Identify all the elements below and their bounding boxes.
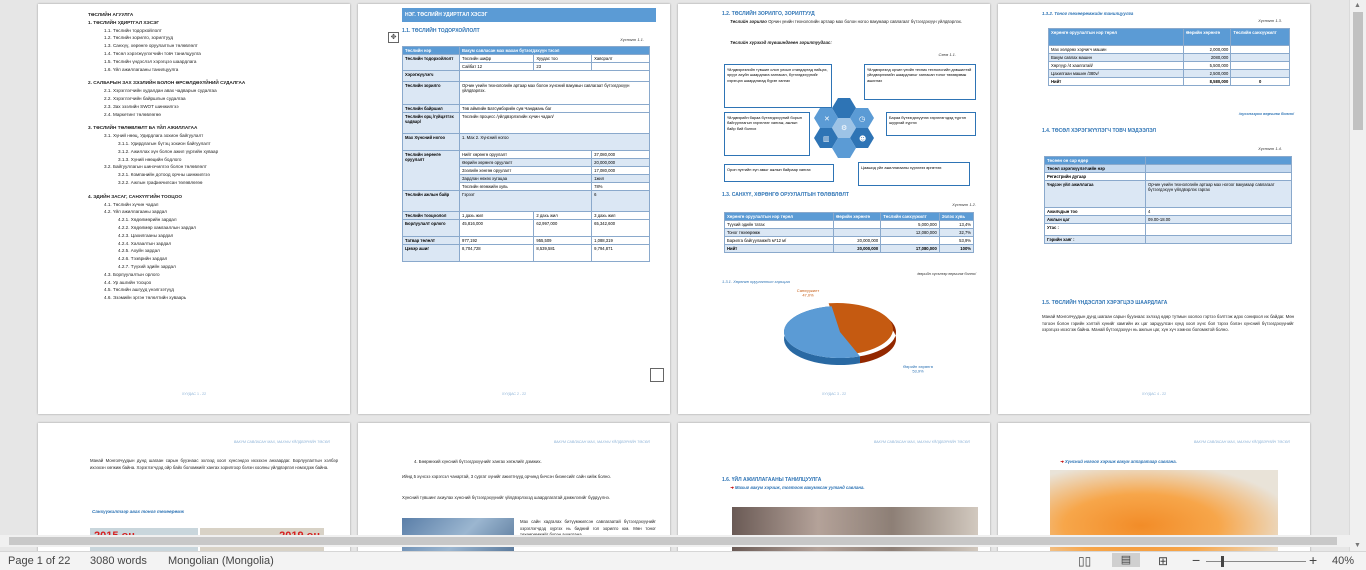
section-heading: 1.4. ТӨСӨЛ ХЭРЭГЖҮҮЛЭГЧ ТОВЧ МЭДЭЭЛЭЛ	[1042, 128, 1157, 134]
cell: 8,704,728	[460, 245, 534, 262]
cell: 2 дахь жил	[534, 212, 592, 220]
cell	[1231, 70, 1290, 78]
move-handle-icon[interactable]: ✥	[388, 32, 399, 43]
toc-item[interactable]: 4.2.7. Түүхий эдийн зардал	[118, 264, 176, 269]
page-1[interactable]	[38, 4, 350, 414]
cell: 37,080,000	[592, 151, 650, 159]
toc-item[interactable]: 1.3. Санхүү, хөрөнгө оруулалтын төлөвлөлт	[104, 43, 198, 49]
bullet-line	[1060, 459, 1177, 465]
goals-hexagon-graphic	[814, 96, 886, 158]
toc-item[interactable]: 2.4. Маркетинг төлөвлөгөө	[104, 111, 161, 117]
chart-icon: ▥	[823, 135, 830, 143]
toc-item[interactable]: 1.4. Төсөл хэрэгжүүлэгчийн товч танилцуулга	[104, 51, 201, 56]
cell: 1 дахь жил	[460, 212, 534, 220]
cell: Гэрийн хаяг :	[1045, 236, 1146, 244]
cell	[1146, 224, 1292, 236]
body-paragraph: Ийнд 5 хүнсээ хэрэгсэл чанартай, 3 сургат хүнийг ажилтнууд орчинд бичсэн бизнесийг сайн хийж болно.	[402, 474, 612, 479]
scrollbar-thumb[interactable]	[9, 537, 1337, 545]
read-mode-icon[interactable]: ▯▯	[1078, 554, 1092, 568]
cell: Нийт	[1049, 78, 1184, 86]
toc-item[interactable]: 2.3. Зах зээлийн SWOT шинжилгээ	[104, 103, 179, 109]
toc-item[interactable]: 3.2.2. Ажлын графикчилсан төлөвлөгөө	[118, 180, 203, 185]
language-indicator[interactable]: Mongolian (Mongolia)	[168, 555, 274, 567]
cell: 6	[592, 191, 650, 212]
zoom-level[interactable]: 40%	[1332, 555, 1355, 567]
toc-item[interactable]: 4.5. Төслийн ашгууд үнэлгээтүүд	[104, 287, 174, 293]
cell: 0	[1231, 78, 1290, 86]
row-label: Хэрэгжүүлэгч	[403, 71, 460, 82]
zoom-in-button[interactable]: +	[1309, 552, 1318, 568]
cell	[834, 221, 881, 229]
row-label: Төслийн тодорхойлолт	[403, 55, 460, 71]
cell	[1231, 46, 1290, 54]
goal-text: Орчин үеийн технологийн артаар мах болон ногоо вакумаар савлагаат бүтээгдэхүүн үйлдвэрлэх.	[768, 19, 963, 24]
goal-box-6: Цаашид үйл ажиллагааны хүрээгээ өргөтгөх	[858, 162, 970, 186]
page-5[interactable]	[38, 423, 350, 551]
cell: 09.00-18.00	[1146, 216, 1292, 224]
table-header-cell: Вакум савласан мах махан бүтээгдэхүүн тэсэл	[460, 47, 650, 55]
cell: 9,794,871	[592, 245, 650, 262]
expected-heading: Төслийн хүрэхэд түвшиндгөөн зорилтуудаас:	[730, 40, 832, 45]
equipment-table	[1048, 28, 1290, 86]
cell	[834, 229, 881, 237]
section-heading: 1.3. САНХҮҮ, ХӨРӨНГӨ ОРУУЛАЛТЫН ТӨЛӨВЛӨЛТ	[722, 192, 849, 198]
goal-label: Төслийн зорилго	[730, 19, 767, 24]
table-header-cell: Өөрийн хөрөнгө	[834, 213, 881, 221]
tools-icon: ✕	[824, 115, 830, 123]
toc-item[interactable]: ТӨСЛИЙН АГУУЛГА	[88, 12, 134, 17]
table-header-cell: Өөрийн хөрөнгө	[1184, 29, 1231, 46]
goal-box-3: Үйлдвэрийн бараа бүтээгдэхүүний борын байгууллагын хэрэглээг хангаж, ажлын байр бий болгох	[724, 112, 810, 156]
page-footer: ХУУДАС 1 - 22	[181, 392, 207, 396]
toc-item[interactable]: 1.1. Төслийн тодорхойлолт	[104, 27, 162, 33]
row-label: Төслийн орц /гүйцэтгэх чадвар/	[403, 113, 460, 134]
cell: Хөргүүр /4 хаалгатай/	[1049, 62, 1184, 70]
row-label: Татвар төлөлт	[403, 237, 460, 245]
goal-paragraph	[730, 19, 976, 26]
goal-box-2: Үйлдвэрлэлд орчин үеийн техник технологийн дэвшилтэй үйлдвэрлэлийн шаардлагыг хангасан тоног төхөөрөмж ашиглах	[864, 64, 976, 100]
investment-pie-chart	[768, 286, 968, 378]
toc-item[interactable]: 1.2. Төслийн зорилго, зорилтууд	[104, 35, 174, 41]
cell: 62,997,000	[534, 220, 592, 237]
page-4[interactable]	[998, 4, 1310, 414]
cell: 13,4%	[939, 221, 973, 229]
table-label: Хүснэгт 1.3.	[1258, 18, 1282, 23]
page-2[interactable]	[358, 4, 670, 414]
toc-item[interactable]: 4.2.6. Тээврийн зардал	[118, 256, 168, 262]
project-description-table	[402, 46, 650, 262]
company-info-table	[1044, 156, 1292, 244]
section-heading: 1.2. ТӨСЛИЙН ЗОРИЛГО, ЗОРИЛТУУД	[722, 11, 815, 17]
cell: 2,500,000	[1184, 70, 1231, 78]
cell: 17,080,000	[592, 167, 650, 175]
toc-item[interactable]: 2.1. Хэрэглэгчийн худалдан авах чадварын судалгаа	[104, 88, 217, 94]
cell: 1,088,319	[592, 237, 650, 245]
web-layout-icon[interactable]: ⊞	[1158, 554, 1169, 568]
toc-item[interactable]: 4.2.3. Цахилгааны зардал	[118, 232, 174, 238]
side-paragraph: Мах сайн хадгалах битүүмжилсэн савлагаатай бүтээгдэхүүнийг хэрэглэгчдэд хүргэх нь бидний гол зорилго юм. Мөн тоног	[520, 519, 656, 531]
cell: Орчин үеийн технологийн артаар мах болон хүнсний вакумын савлагаат бүтээгдэхүүн үйлдвэрлэх.	[460, 82, 650, 105]
cell: Өөрийн хөрөнгө оруулалт	[460, 159, 592, 167]
toc-item[interactable]: 4.2.5. Ахуйн зардал	[118, 248, 160, 254]
cell: Түүхий эдийн татах	[725, 221, 834, 229]
row-label: Төслийн зорилго	[403, 82, 460, 105]
row-label: Төслийн байршил	[403, 105, 460, 113]
bullet-text: Хүнсний ногоог хэрчиж вакум аппаратаар савлана.	[1064, 459, 1177, 464]
chart-heading: 1.3.1. Хөрөнгө оруулалтын харьцаа	[722, 279, 790, 284]
row-label: Төслийн ажлын байр	[403, 191, 460, 212]
page-8[interactable]	[998, 423, 1310, 551]
cell: 23	[534, 63, 592, 71]
goal-box-1: Үйлдвэрлэлийн түвшин олон улсын стандартад нийцэх, эрүүл ахуйн шаардлага хангасан, бүтээгдэхүүнийг хэрэгцээ шаардлагад бүрэн хангах	[724, 64, 832, 108]
toc-item[interactable]: 4.2.4. Халаалтын зардал	[118, 240, 172, 246]
cell: 977,192	[460, 237, 534, 245]
scroll-down-icon[interactable]: ▼	[1354, 542, 1361, 549]
cell: Нийт хөрөнгө оруулалт	[460, 151, 592, 159]
word-count[interactable]: 3080 words	[90, 555, 147, 567]
numbered-item: 4. Бөөрөнхий хүнсний бүтээгдэхүүнийг хангах хөгжлийг дэмжих.	[414, 459, 542, 464]
gear-icon: ⚙	[841, 124, 848, 132]
scrollbar-thumb[interactable]	[1353, 12, 1363, 130]
cell: 4	[1146, 208, 1292, 216]
section-heading: 1.6. ҮЙЛ АЖИЛЛАГААНЫ ТАНИЛЦУУЛГА	[722, 477, 822, 483]
cell: 32,7%	[939, 229, 973, 237]
cell: Тоног төхөөрөмж	[725, 229, 834, 237]
toc-item[interactable]: 4.4. Ур ашгийн тооцоо	[104, 279, 152, 285]
bullet-text: Махыг вакум хэрчиж, тогтоож вакумжсан уутанд савлана.	[734, 485, 865, 490]
pie-data-label: Санхүүжилт 47,0%	[796, 288, 820, 298]
toc-item[interactable]: 3.2. Байгууллагын шинэчилгээ болон төлөвлөлт	[104, 164, 207, 170]
goal-box-4: Бараа бүтээгдэхүүнээ хэрэглэгчдэд түргэн шуурхай хүргэх	[886, 112, 976, 136]
cell: Төслийн өгөөжийн хувь	[460, 183, 592, 191]
table-note: /өөрийн хүсэлээр өөрчилж болно/	[917, 272, 976, 276]
table-header-cell: Төслийн санхүүжилт	[881, 213, 940, 221]
cell	[1146, 165, 1292, 173]
cell	[1231, 54, 1290, 62]
toc-item[interactable]: 4.3. Борлуулалтын орлого	[104, 271, 160, 277]
cell: 955,509	[534, 237, 592, 245]
toc-item[interactable]: 1.6. Үйл ажиллагааны танилцуулга	[104, 66, 179, 72]
row-label: Мах Хүнсний ногоо	[403, 134, 460, 151]
cell: 53,9%	[939, 237, 973, 245]
cell: 1жил	[592, 175, 650, 183]
toc-item[interactable]: 3.1.2. Ажиллах хүн болон ажил үүргийн хуваар	[118, 148, 219, 154]
subsection-heading: 1.3.2. Тоног төхөөрөмжийн танилцуулга	[1042, 11, 1134, 16]
toc-item[interactable]: 3.1.3. Хүний нөөцийн бодлого	[118, 156, 182, 162]
page-header: ВАКУМ САВЛАСАН МАХ, МАХНЫ ҮЙЛДВЭРИЙН ТӨСӨЛ	[553, 440, 650, 444]
bullet-line	[730, 485, 865, 491]
toc-item[interactable]: 3. ТӨСЛИЙН ТӨЛӨВЛӨЛТ БА ҮЙЛ АЖИЛЛАГАА	[88, 125, 198, 131]
page-footer: ХУУДАС 3 - 22	[821, 392, 847, 396]
cell: 1. Мах 2. Хүнсний ногоо	[460, 134, 650, 151]
cell	[881, 237, 940, 245]
table-resize-handle[interactable]	[650, 368, 664, 382]
cell	[1146, 157, 1292, 165]
page-footer: ХУУДАС 2 - 22	[501, 392, 527, 396]
cell: 8,539,581	[534, 245, 592, 262]
section-heading: 1.5. ТӨСЛИЙН ҮНДЭСЛЭЛ ХЭРЭГЦЭЭ ШААРДЛАГА	[1042, 300, 1168, 306]
cell	[1231, 62, 1290, 70]
vertical-scrollbar[interactable]	[1349, 0, 1366, 551]
cell: 20,000,000	[834, 237, 881, 245]
cell: Үндсэн үйл ажиллагаа	[1045, 181, 1146, 208]
toc-item[interactable]: 3.1. Хүний нөөц, Удирдлага зохион байгуулалт	[104, 133, 204, 139]
cell: 78%	[592, 183, 650, 191]
cell: Барилга байгууламж/5 м*12 м/	[725, 237, 834, 245]
table-label: Хүснэгт 1.1.	[620, 37, 644, 42]
cell: Сайбат 12	[460, 63, 534, 71]
page-count[interactable]: Page 1 of 22	[8, 555, 71, 567]
cell	[592, 63, 650, 71]
horizontal-scrollbar[interactable]	[0, 535, 1350, 547]
cell: Вакум савлах машин	[1049, 54, 1184, 62]
subtitle: Санхүүжилтээр авах тоног төхөөрөмж	[92, 509, 184, 514]
cell: Орчин үеийн технологийн артаар мах ногоог вакумаар савлагаат бүтээгдэхүүн үйлдвэрлэх гаргах	[1146, 181, 1292, 208]
goal-box-5: Орон нутгийн хүн амыг ажлын байраар хангах	[724, 164, 834, 182]
cell: Утас :	[1045, 224, 1146, 236]
cell	[460, 71, 650, 82]
toc-item[interactable]: 2. САЛБАРЫН ЗАХ ЗЭЭЛИЙН БОЛОН ӨРСӨЛДӨХҮЙНИЙ СУДАЛГАА	[88, 80, 246, 86]
cell: Регистрийн дугаар	[1045, 173, 1146, 181]
cell	[1146, 236, 1292, 244]
scroll-up-icon[interactable]: ▲	[1354, 2, 1361, 9]
cell: 12,080,000	[881, 229, 940, 237]
cell: Хавсралт	[592, 55, 650, 63]
pie-data-label: Өөрийн хөрөнгө 53,9%	[903, 364, 933, 374]
rationale-paragraph: Манай Монголчуудын дунд шагаан сарын буузнаас эхлээд өдөр тутмын хоолоо гэртээ бэлтгэж идэх сонирхол их байдаг. Мөн тогоон болон гэрийн хэлтэй хүнийг хамгийн их цаг зарцуулсан хүнд хоол хүнс бол тэрээ бэлэн хүнсний бүтээгдэхүүнийг хэрэгцээ ихэсгэж байна. Манай бүтээгдэхүүн нь ажлын цаг, хүн хүч хэмнэх боломжтой болно.	[1042, 314, 1294, 333]
cell: Нийт	[725, 245, 834, 253]
cell: Төв аймгийн Батсүмбэрийн сум Чандмань баг	[460, 105, 650, 113]
page-3[interactable]	[678, 4, 990, 414]
table-label: Хүснэгт 1.2.	[952, 202, 976, 207]
page-header: ВАКУМ САВЛАСАН МАХ, МАХНЫ ҮЙЛДВЭРИЙН ТӨСӨЛ	[1193, 440, 1290, 444]
figure-label: Схем 1.1.	[938, 52, 956, 57]
table-note: /хүсэлээрээ өөрчилж болно/	[1238, 111, 1294, 116]
status-bar	[0, 551, 1366, 570]
investment-table	[724, 212, 974, 253]
people-icon: ☻	[859, 135, 867, 143]
table-header-cell: Хөрөнгө оруулалтын нэр төрөл	[1049, 29, 1184, 46]
toc-item[interactable]: 1. ТӨСЛИЙН УДИРТГАЛ ХЭСЭГ	[88, 19, 160, 25]
zoom-slider-thumb[interactable]	[1221, 556, 1224, 567]
row-label: Борлуулалт орлого	[403, 220, 460, 237]
cell: Зээлийн хөнгөө оруулалт	[460, 167, 592, 175]
zoom-slider[interactable]	[1206, 561, 1306, 562]
toc-item[interactable]: 3.1.1. Удирдлагын бүтэц зохион байгуулалт	[118, 141, 211, 146]
print-layout-icon[interactable]: ▤	[1112, 553, 1140, 567]
page-header: ВАКУМ САВЛАСАН МАХ, МАХНЫ ҮЙЛДВЭРИЙН ТӨСӨЛ	[233, 440, 330, 444]
page-7[interactable]	[678, 423, 990, 551]
table-header-cell: Төслийн санхүүжилт	[1231, 29, 1290, 46]
cell: 20,000,000	[592, 159, 650, 167]
toc-item[interactable]: 4.6. Эзэмийн эргэн төлөлтийн хуваарь	[104, 295, 187, 301]
cell: Мах хөлдөөх хэрчигч машин	[1049, 46, 1184, 54]
cell: 2080,000	[1184, 54, 1231, 62]
toc-item[interactable]: 4.2. Үйл ажиллагааны зардал	[104, 209, 167, 215]
cell	[1146, 173, 1292, 181]
toc-item[interactable]: 1.5. Төслийн үндэслэл хэрэгцээ шаардлага	[104, 58, 197, 64]
cell: 20,000,000	[834, 245, 881, 253]
table-label: Хүснэгт 1.4.	[1258, 146, 1282, 151]
cell: Ажилчдын тоо	[1045, 208, 1146, 216]
cell: Төслийн процесс /үйлдвэрлэлийн хүчин чадал/	[460, 113, 650, 134]
table-header-cell: Хөрөнгө оруулалтын нэр төрөл	[725, 213, 834, 221]
toc-item[interactable]: 4.2.2. Хөдөлмөр хамгааллын зардал	[118, 225, 196, 230]
toc-item[interactable]: 2.2. Хэрэглэгчийн байршлын судалгаа	[104, 96, 186, 101]
cell: Зардлан нөхөх хугацаа	[460, 175, 592, 183]
toc-item[interactable]: 4. ЭДИЙН ЗАСАГ, САНХҮҮГИЙН ТООЦОО	[88, 193, 183, 199]
body-paragraph: Манай Монголчуудын дунд шагаан сарын буузнаас эхлээд хоол хүнсэндээ ихээхэн анхаардаг. Борлуулалтын хэлбэр ихээхэн хөгжиж байна. Хэрэглэгчдэд ойр байх боломжийг хангах зорилгоор бэлэн хоолны үйлдвэрлэл нэмэгдэж байна.	[90, 458, 338, 470]
toc-item[interactable]: 3.2.1. Компанийн дотоод орчны шинжилгээ	[118, 172, 210, 178]
cell: Төсөл хэрэгжүүлэгчийн нэр	[1045, 165, 1146, 173]
cell: 65,342,600	[592, 220, 650, 237]
cell: Ажлын цаг	[1045, 216, 1146, 224]
cell: Цахилгаан машин /380v/	[1049, 70, 1184, 78]
bullet-arrow-icon: ➜	[730, 485, 734, 490]
cell: Төсөөн он сар өдөр	[1045, 157, 1146, 165]
row-label: Төслийн тооцоолол	[403, 212, 460, 220]
cell: 3 дахь жил	[592, 212, 650, 220]
cell: 5,000,000	[881, 221, 940, 229]
body-paragraph: Хүнсний түвшинг ахиулах хүнсний бүтээгдэхүүнийг үйлдвэрлэхэд шаардлагатай дэмжлэгийг бүрдүүлнэ.	[402, 495, 610, 500]
table-header-cell: Төслийн нэр	[403, 47, 460, 55]
zoom-out-button[interactable]: −	[1192, 552, 1201, 568]
clock-icon: ◷	[859, 115, 866, 123]
cell: 45,816,000	[460, 220, 534, 237]
cell: 100%	[939, 245, 973, 253]
cell: 17,080,000	[881, 245, 940, 253]
cell: 2,000,000	[1184, 46, 1231, 54]
section-heading: 1.1. ТӨСЛИЙН ТОДОРХОЙЛОЛТ	[402, 28, 480, 34]
cell: 8,580,000	[1184, 78, 1231, 86]
page-footer: ХУУДАС 4 - 22	[1141, 392, 1167, 396]
cell: Төслийн шифр	[460, 55, 534, 63]
cell: Гэрээт	[460, 191, 592, 212]
cell: 5,500,000	[1184, 62, 1231, 70]
bullet-arrow-icon: ➜	[1060, 459, 1064, 464]
cell: Хуудас тоо	[534, 55, 592, 63]
row-label: Цэвэр ашиг	[403, 245, 460, 262]
page-6[interactable]	[358, 423, 670, 551]
row-label: Төслийн хөрөнгө оруулалт	[403, 151, 460, 191]
section-title-bar: НЭГ. ТӨСЛИЙН УДИРТГАЛ ХЭСЭГ	[402, 8, 656, 22]
table-header-cell: Эзлэх хувь	[939, 213, 973, 221]
toc-item[interactable]: 4.2.1. Хөдөлмөрийн зардал	[118, 217, 177, 223]
page-header: ВАКУМ САВЛАСАН МАХ, МАХНЫ ҮЙЛДВЭРИЙН ТӨСӨЛ	[873, 440, 970, 444]
toc-item[interactable]: 4.1. Төслийн хүчин чадал	[104, 201, 159, 207]
